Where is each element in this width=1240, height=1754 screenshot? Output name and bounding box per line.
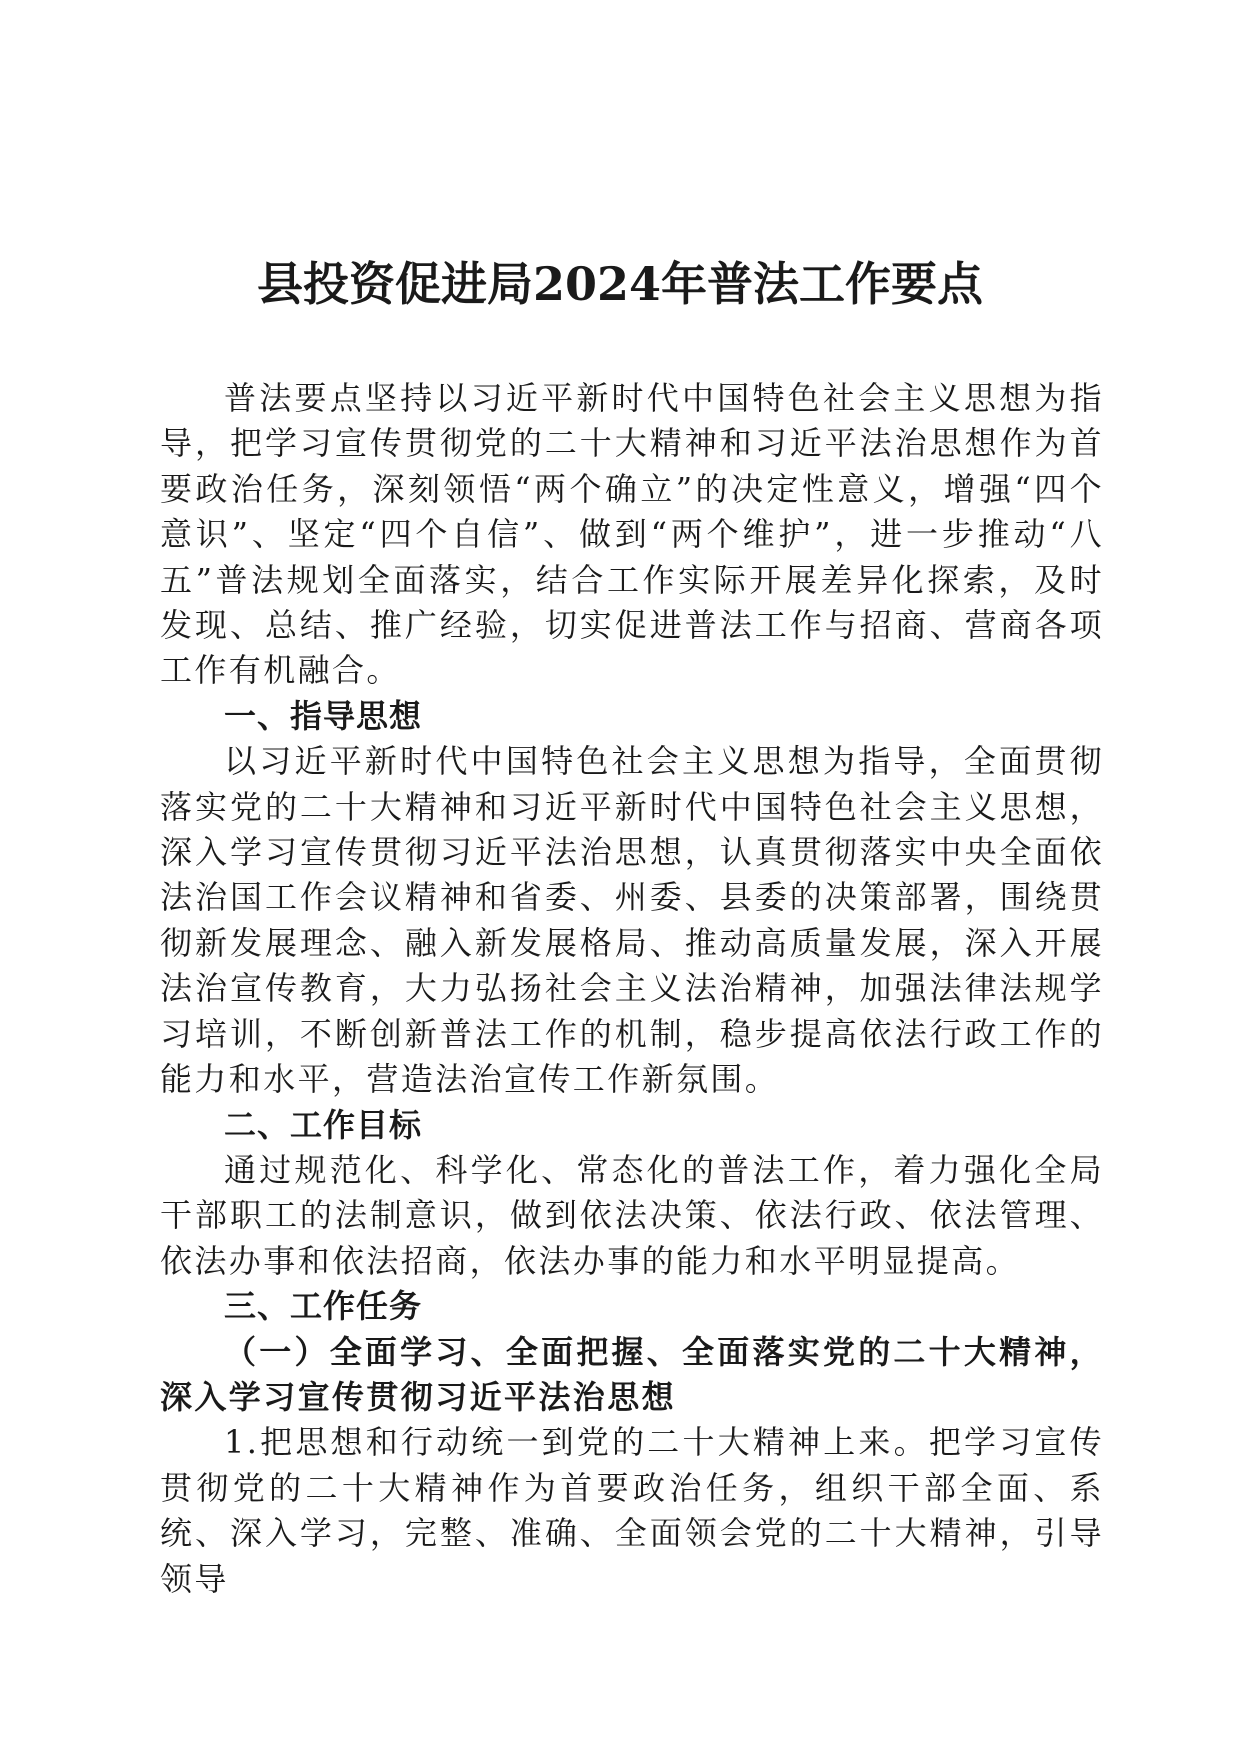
section-heading-work-goals: 二、工作目标 <box>224 1105 423 1144</box>
document-body <box>160 376 1104 1602</box>
section-heading-guiding-thought: 一、指导思想 <box>224 696 423 735</box>
section-paragraph-guiding-thought: 以习近平新时代中国特色社会主义思想为指导，全面贯彻落实党的二十大精神和习近平新时代中国特色社会主义思想，深入学习宣传贯彻习近平法治思想，认真贯彻落实中央全面依法治国工作会议精神和省委、州委、县委的决策部署，围绕贯彻新发展理念、融入新发展格局、推动高质量发展，深入开展法治宣传教育，大力弘扬社会主义法治精神，加强法律法规学习培训，不断创新普法工作的机制，稳步提高依法行政工作的能力和水平，营造法治宣传工作新氛围。 <box>160 742 1104 1099</box>
intro-paragraph: 普法要点坚持以习近平新时代中国特色社会主义思想为指导，把学习宣传贯彻党的二十大精神和习近平法治思想作为首要政治任务，深刻领悟“两个确立”的决定性意义，增强“四个意识”、坚定“四个自信”、做到“两个维护”，进一步推动“八五”普法规划全面落实，结合工作实际开展差异化探索，及时发现、总结、推广经验，切实促进普法工作与招商、营商各项工作有机融合。 <box>160 379 1104 690</box>
section-heading-work-tasks: 三、工作任务 <box>224 1287 423 1326</box>
section-paragraph-work-goals: 通过规范化、科学化、常态化的普法工作，着力强化全局干部职工的法制意识，做到依法决策、依法行政、依法管理、依法办事和依法招商，依法办事的能力和水平明显提高。 <box>160 1150 1104 1280</box>
subsection-heading-study-spirit: （一）全面学习、全面把握、全面落实党的二十大精神，深入学习宣传贯彻习近平法治思想 <box>160 1332 1104 1416</box>
document-title: 县投资促进局2024年普法工作要点 <box>256 257 984 311</box>
task-item-1: 1.把思想和行动统一到党的二十大精神上来。把学习宣传贯彻党的二十大精神作为首要政治任务，组织干部全面、系统、深入学习，完整、准确、全面领会党的二十大精神，引导领导 <box>160 1423 1104 1598</box>
